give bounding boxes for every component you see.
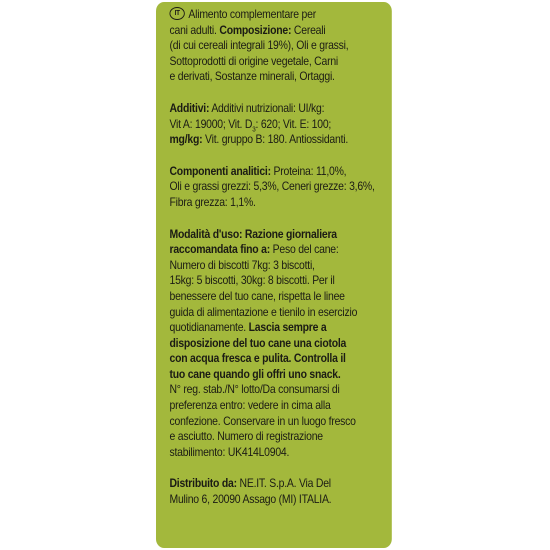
composition-heading: Composizione: (219, 23, 292, 37)
analytical-line-1: Componenti analitici: Proteina: 11,0%, (169, 164, 347, 178)
analytical-heading: Componenti analitici: (169, 164, 271, 178)
product-label-panel (156, 2, 392, 548)
usage-line-13: confezione. Conservare in un luogo fresco (169, 414, 356, 428)
usage-line-15: stabilimento: UK414L0904. (169, 445, 290, 459)
usage-line-7: quotidianamente. Lascia sempre a (169, 321, 327, 335)
usage-line-5: benessere del tuo cane, rispetta le linee (169, 289, 345, 303)
additives-heading: Additivi: (169, 101, 210, 115)
usage-line-9: con acqua fresca e pulita. Controlla il (169, 352, 346, 366)
intro-line-3: (di cui cereali integrali 19%), Oli e grassi, (169, 39, 349, 53)
distributor-line-2: Mulino 6, 20090 Assago (MI) ITALIA. (169, 493, 332, 507)
spacer (170, 148, 387, 164)
intro-line-4: Sottoprodotti di origine vegetale, Carni (169, 54, 338, 68)
usage-line-6: guida di alimentazione e tienilo in esercizio (169, 305, 358, 319)
usage-heading: Modalità d'uso: Razione giornaliera (169, 227, 337, 241)
spacer (170, 460, 387, 476)
intro-line-2: cani adulti. Composizione: Cereali (169, 23, 326, 37)
additives-line-2: Vit A: 19000; Vit. $D_3$: 620; Vit. E: 100; (169, 117, 332, 133)
usage-line-8: disposizione del tuo cane una ciotola (169, 336, 347, 350)
additives-line-1: Additivi: Additivi nutrizionali: UI/kg: (169, 101, 325, 115)
usage-line-12: preferenza entro: vedere in cima alla (169, 399, 331, 413)
usage-line-3: Numero di biscotti 7kg: 3 biscotti, (169, 258, 315, 272)
usage-line-11: N° reg. stab./N° lotto/Da consumarsi di (169, 383, 340, 397)
additives-line-3: mg/kg: Vit. gruppo B: 180. Antiossidanti. (169, 133, 349, 147)
italian-language-badge: IT (170, 7, 185, 20)
analytical-line-3: Fibra grezza: 1,1%. (169, 195, 256, 209)
distributor-line-1: Distribuito da: NE.IT. S.p.A. Via Del (169, 477, 331, 491)
analytical-line-2: Oli e grassi grezzi: 5,3%, Ceneri grezze: 3,6%, (169, 180, 375, 194)
usage-line-10: tuo cane quando gli offri uno snack. (169, 367, 341, 381)
usage-line-14: e asciutto. Numero di registrazione (169, 430, 323, 444)
spacer (170, 85, 387, 101)
usage-line-2: raccomandata fino a: Peso del cane: (169, 243, 339, 257)
spacer (170, 211, 387, 227)
usage-line-4: 15kg: 5 biscotti, 30kg: 8 biscotti. Per il (169, 274, 335, 288)
intro-line-5: e derivati, Sostanze minerali, Ortaggi. (169, 70, 335, 84)
distributor-heading: Distribuito da: (169, 477, 237, 491)
intro-line-1: IT Alimento complementare per (170, 7, 387, 23)
